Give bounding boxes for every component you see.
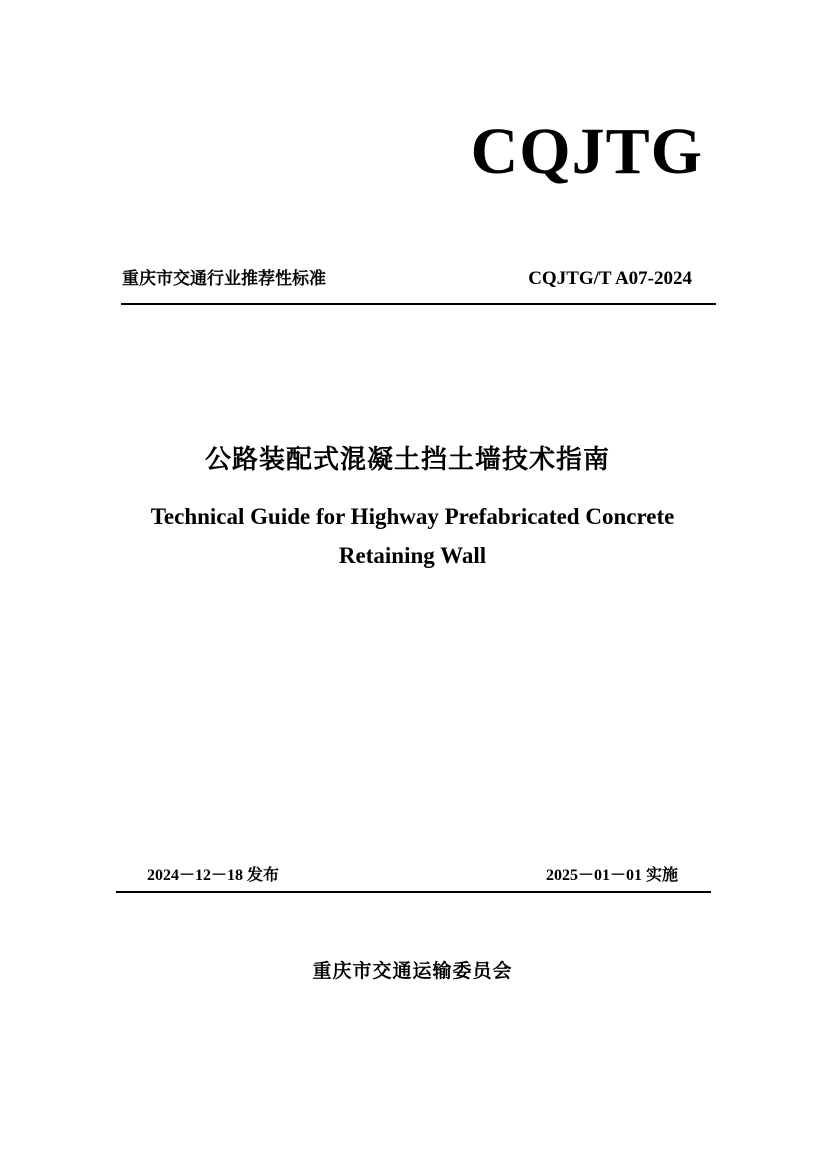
date-row <box>116 861 711 889</box>
implement-label: 实施 <box>645 865 678 884</box>
publish-date-block <box>147 861 279 890</box>
implement-date-block <box>546 861 678 890</box>
standard-header <box>122 264 716 294</box>
cqjtg-logo-text: CQJTG <box>470 115 703 188</box>
standard-code: CQJTG/T A07-2024 <box>528 268 692 289</box>
english-title-line-1: Technical Guide for Highway Prefabricated Concrete <box>150 504 675 529</box>
document-title-english <box>0 497 815 575</box>
header-divider-line <box>121 303 716 305</box>
issuing-authority: 重庆市交通运输委员会 <box>312 960 513 982</box>
publish-date: 2024－12－18 <box>147 867 248 884</box>
english-title-line-2: Retaining Wall <box>338 543 487 568</box>
date-divider-line <box>116 891 711 893</box>
implement-date: 2025－01－01 <box>545 867 646 884</box>
publish-label: 发布 <box>247 865 280 884</box>
standard-type-label: 重庆市交通行业推荐性标准 <box>122 269 326 289</box>
document-title-chinese: 公路装配式混凝土挡土墙技术指南 <box>204 445 610 475</box>
